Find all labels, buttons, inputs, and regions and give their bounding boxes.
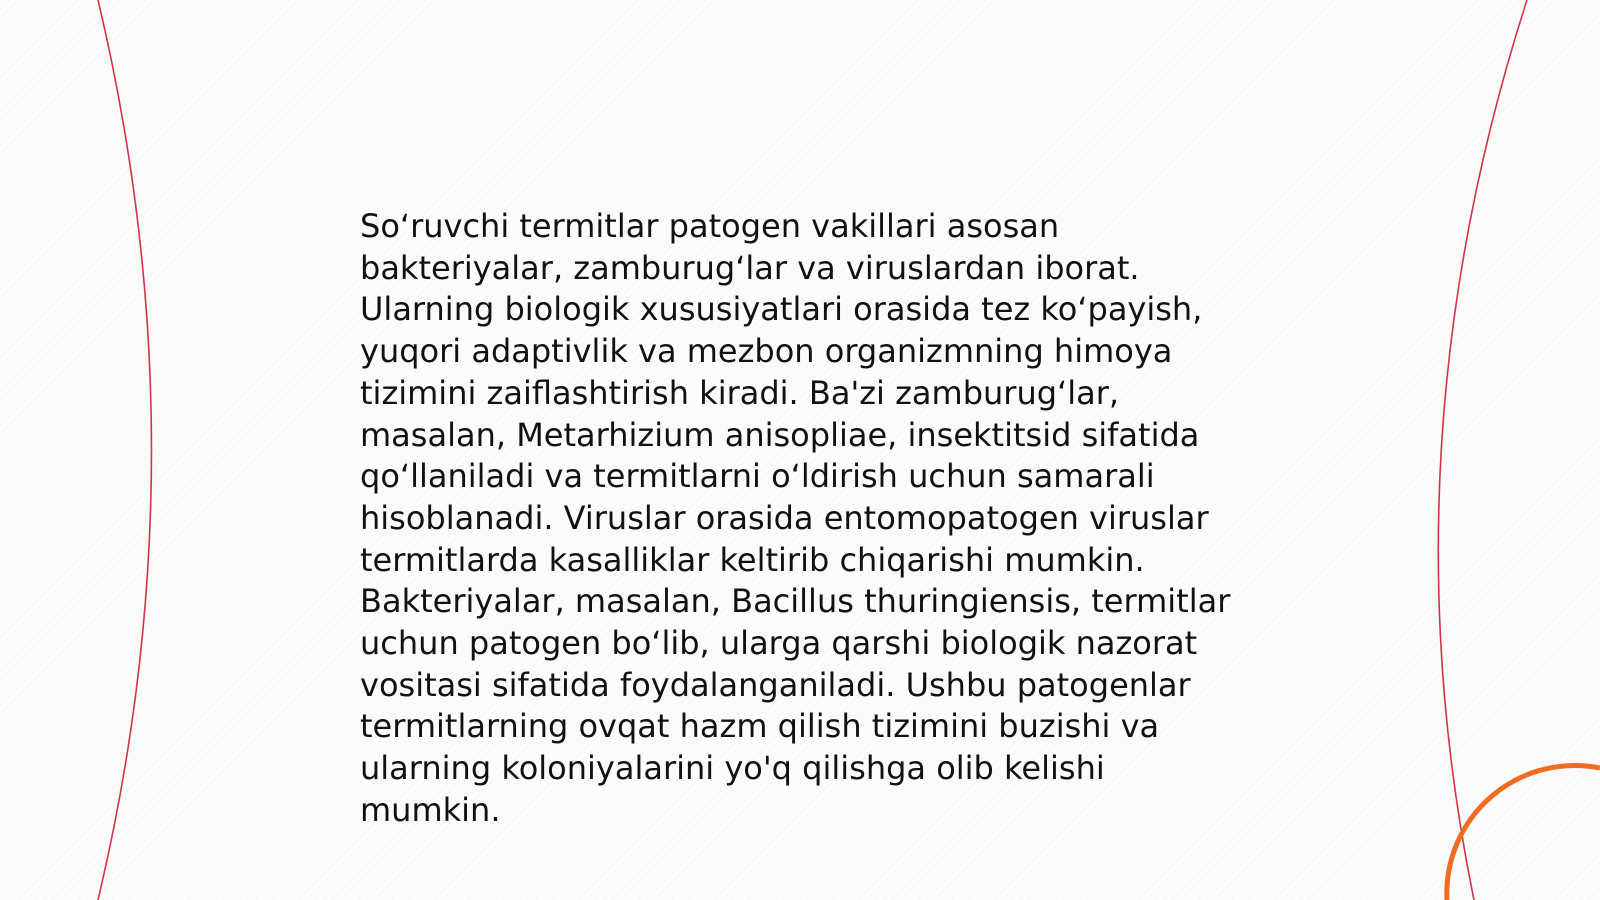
- right-curve-line: [1438, 0, 1527, 900]
- orange-arc: [1447, 766, 1600, 900]
- left-curve-line: [98, 0, 152, 900]
- slide-body-text: So‘ruvchi termitlar patogen vakillari asosan bakteriyalar, zamburug‘lar va viruslardan iborat. Ularning biologik xususiyatlari orasida tez ko‘payish, yuqori adaptivlik va mezbon organizmning himoya tizimini zaiflashtirish kiradi. Ba'zi zamburug‘lar, masalan, Metarhizium anisopliae, insektitsid sifatida qo‘llaniladi va termitlarni o‘ldirish uchun samarali hisoblanadi. Viruslar orasida entomopatogen viruslar termitlarda kasalliklar keltirib chiqarishi mumkin. Bakteriyalar, masalan, Bacillus thuringiensis, termitlar uchun patogen bo‘lib, ularga qarshi biologik nazorat vositasi sifatida foydalanganiladi. Ushbu patogenlar termitlarning ovqat hazm qilish tizimini buzishi va ularning koloniyalarini yo'q qilishga olib kelishi mumkin.: [360, 207, 1231, 829]
